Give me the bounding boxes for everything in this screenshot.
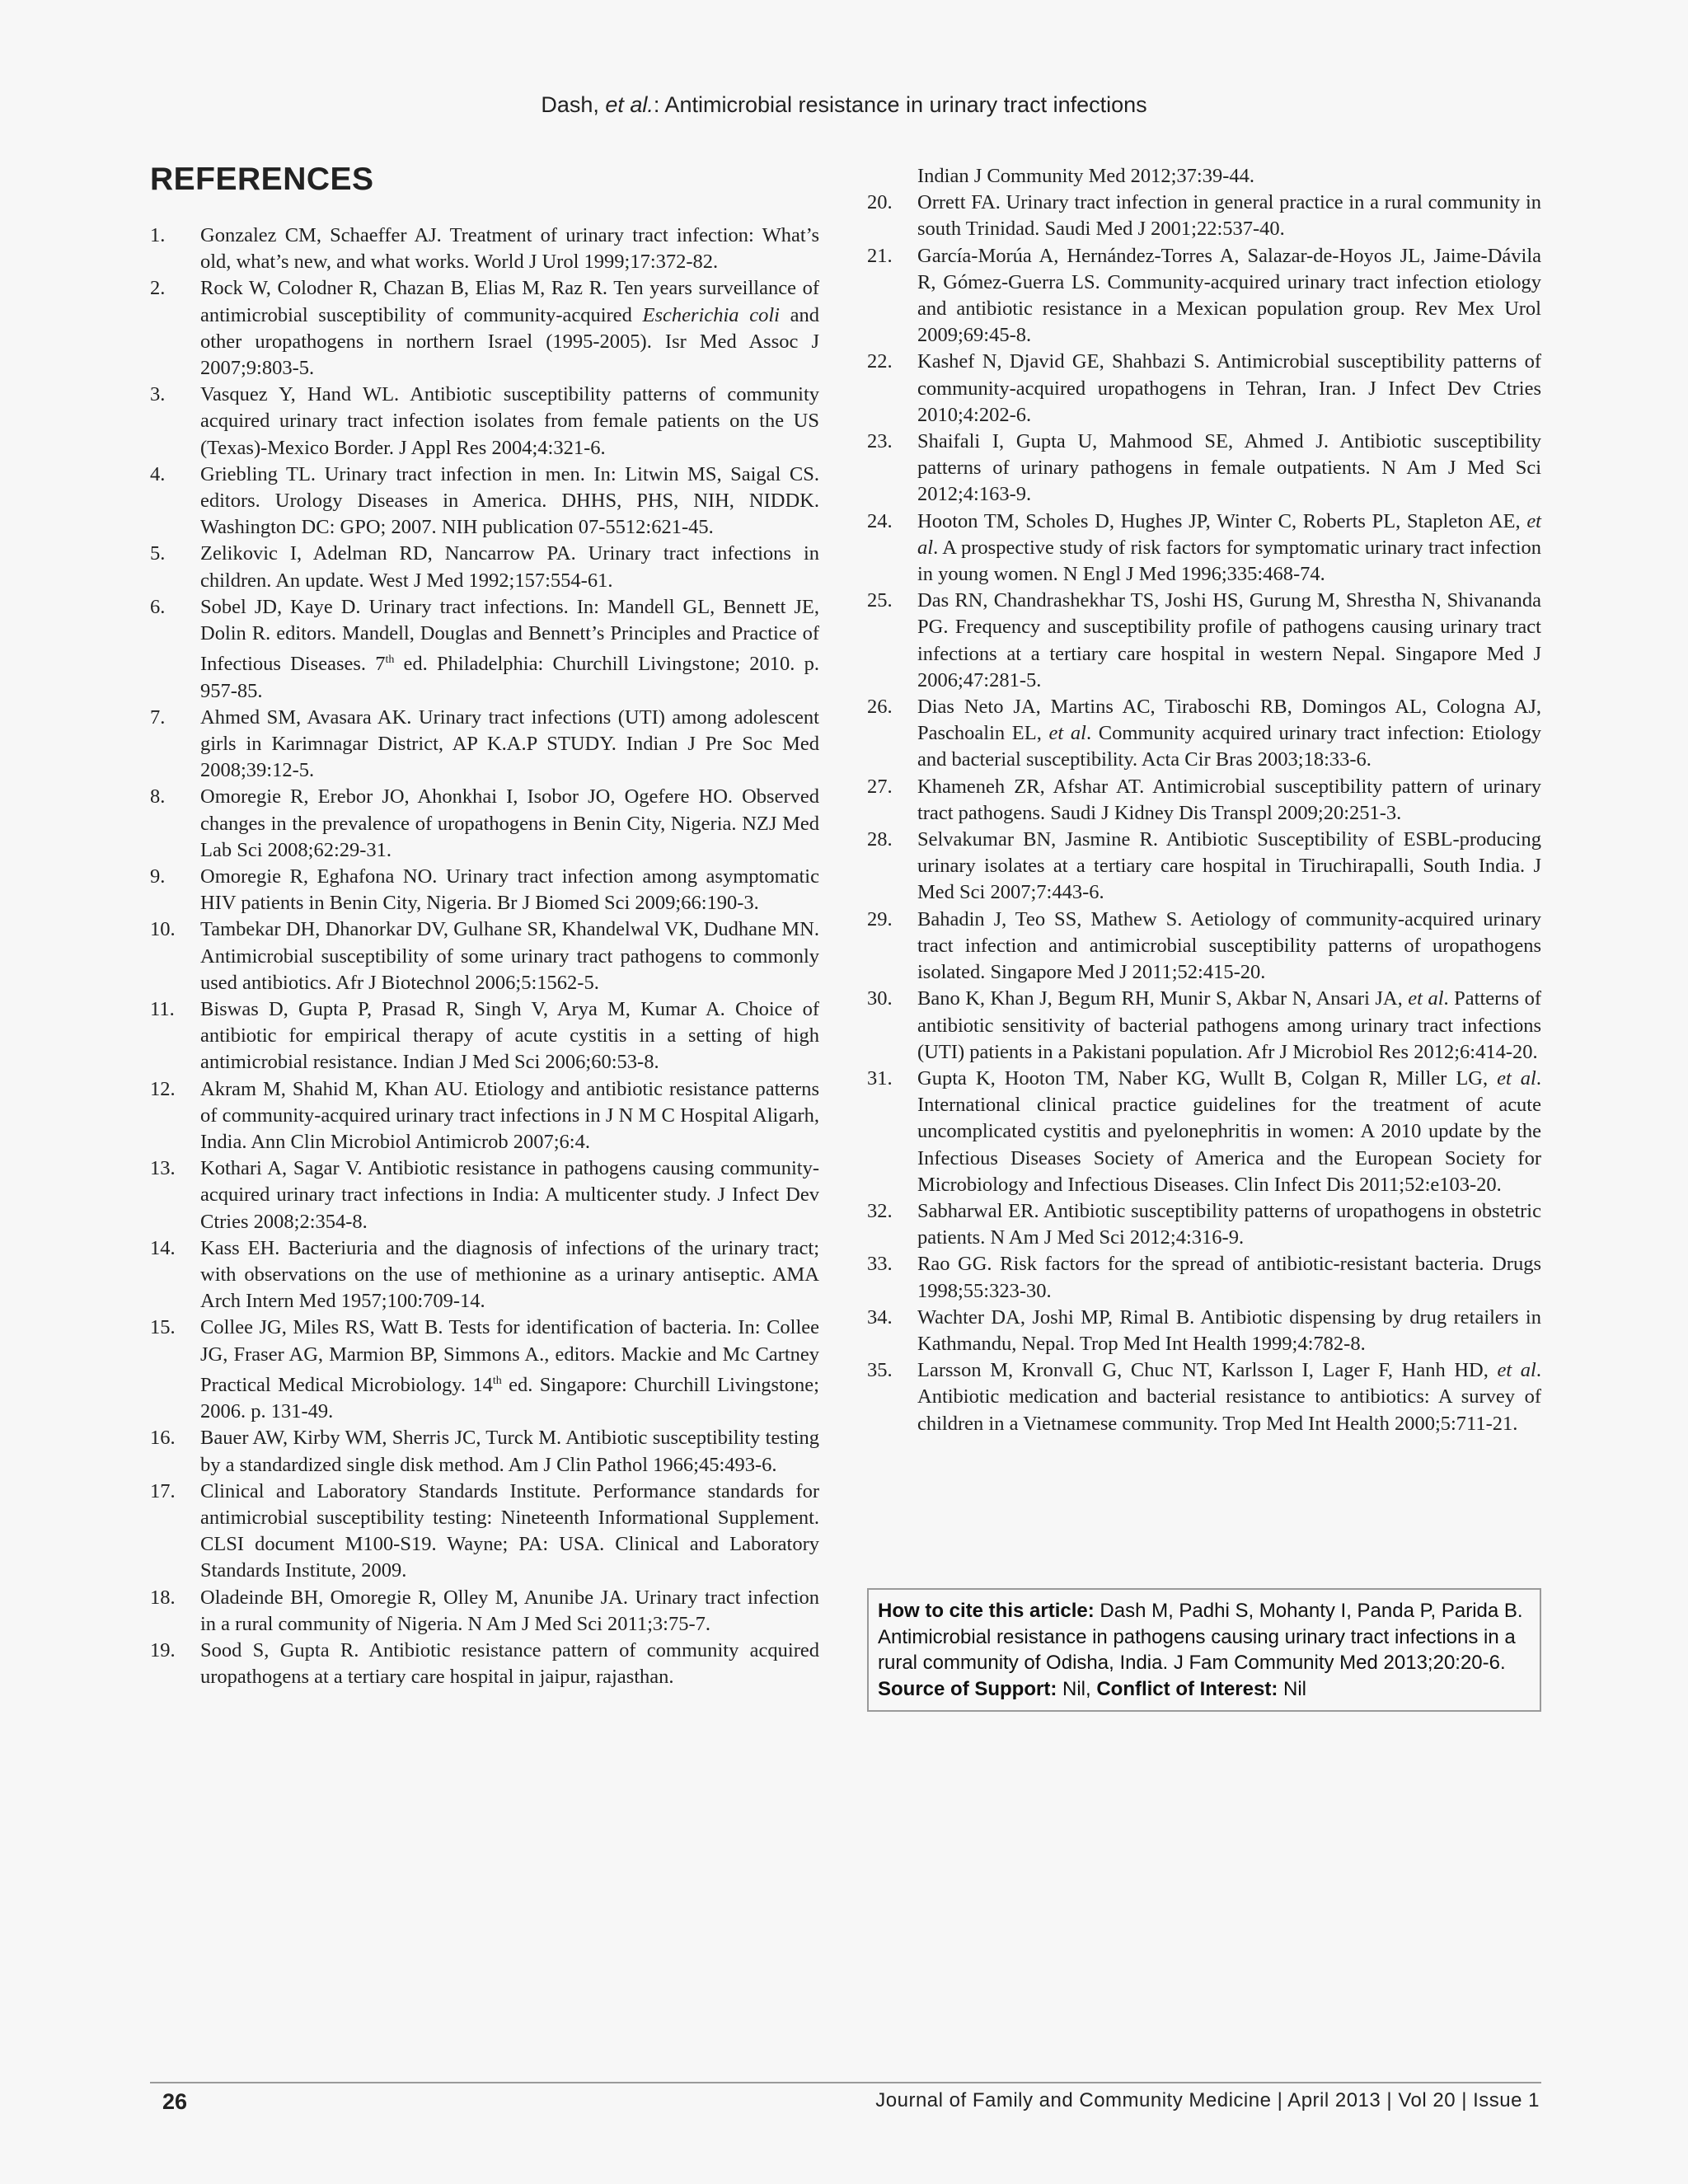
- reference-text: Tambekar DH, Dhanorkar DV, Gulhane SR, Khandelwal VK, Dudhane MN. Antimicrobial susceptibility of some urinary tract pathogens to commonly used antibiotics. Afr J Biotechnol 2006;5:1562-5.: [200, 918, 819, 994]
- reference-text: Rao GG. Risk factors for the spread of antibiotic-resistant bacteria. Drugs 1998;55:323-30.: [917, 1253, 1541, 1302]
- reference-number: 34.: [867, 1305, 893, 1329]
- reference-number: 22.: [867, 350, 893, 373]
- reference-item: [867, 190, 1541, 242]
- reference-item: [867, 1066, 1541, 1198]
- reference-text: Bahadin J, Teo SS, Mathew S. Aetiology of community-acquired urinary tract infection and antimicrobial susceptibility patterns of uropathogens isolated. Singapore Med J 2011;52:415-20.: [917, 907, 1541, 984]
- reference-text: Kothari A, Sagar V. Antibiotic resistance in pathogens causing community-acquired urinary tract infections in India: A multicenter study. J Infect Dev Ctries 2008;2:354-8.: [200, 1157, 819, 1233]
- reference-text: Ahmed SM, Avasara AK. Urinary tract infections (UTI) among adolescent girls in Karimnagar District, AP K.A.P STUDY. Indian J Pre Soc Med 2008;39:12-5.: [200, 705, 819, 782]
- reference-italic-text: et al: [1408, 987, 1444, 1010]
- reference-number: 4.: [150, 462, 166, 485]
- reference-text-part: Rock W, Colodner R, Chazan B, Elias M, Raz R. Ten years surveillance of antimicrobial susceptibility of community-acquired: [200, 277, 819, 326]
- reference-item: [150, 996, 819, 1076]
- reference-number: 1.: [150, 224, 166, 246]
- how-to-cite-box: [867, 1588, 1541, 1712]
- reference-item: [867, 243, 1541, 349]
- reference-text: [917, 1357, 1541, 1437]
- reference-number: 28.: [867, 828, 893, 851]
- running-head: [0, 92, 1688, 118]
- reference-number: 32.: [867, 1199, 893, 1222]
- reference-list-right: [867, 163, 1541, 1437]
- reference-text-part: . Antibiotic medication and bacterial resistance to antibiotics: A survey of children in a Vietnamese community. Trop Med Int Health 2000;5:711-21.: [917, 1359, 1541, 1435]
- reference-number: 13.: [150, 1157, 176, 1180]
- reference-number: 7.: [150, 705, 166, 729]
- reference-item: [150, 784, 819, 864]
- reference-text: [200, 594, 819, 705]
- reference-number: 9.: [150, 865, 166, 888]
- reference-number: 16.: [150, 1427, 176, 1450]
- reference-text: Sood S, Gupta R. Antibiotic resistance pattern of community acquired uropathogens at a tertiary care hospital in jaipur, rajasthan.: [200, 1639, 819, 1689]
- reference-text: Wachter DA, Joshi MP, Rimal B. Antibiotic dispensing by drug retailers in Kathmandu, Nepal. Trop Med Int Health 1999;4:782-8.: [917, 1305, 1541, 1355]
- running-head-etal: et al.: [605, 92, 654, 117]
- reference-item: [150, 1585, 819, 1638]
- reference-number: 8.: [150, 785, 166, 808]
- reference-item: [867, 588, 1541, 694]
- reference-text-part: and other uropathogens in northern Israel (1995-2005). Isr Med Assoc J 2007;9:803-5.: [200, 303, 819, 380]
- running-head-title: : Antimicrobial resistance in urinary tract infections: [653, 92, 1147, 117]
- reference-text: Indian J Community Med 2012;37:39-44.: [917, 165, 1254, 187]
- reference-text: Griebling TL. Urinary tract infection in men. In: Litwin MS, Saigal CS. editors. Urology Diseases in America. DHHS, PHS, NIH, NIDDK. Washington DC: GPO; 2007. NIH publication 07-5512:621-45.: [200, 462, 819, 539]
- footer-divider: [150, 2082, 1541, 2083]
- reference-text: Sabharwal ER. Antibiotic susceptibility patterns of uropathogens in obstetric patients. N Am J Med Sci 2012;4:316-9.: [917, 1199, 1541, 1249]
- reference-italic-text: et al: [1497, 1359, 1536, 1382]
- reference-number: 31.: [867, 1066, 893, 1090]
- reference-text: [200, 1315, 819, 1425]
- reference-item: [150, 1425, 819, 1478]
- reference-text: Clinical and Laboratory Standards Institute. Performance standards for antimicrobial susceptibility testing: Nineteenth Informational Supplement. CLSI document M100-S19. Wayne; PA: USA. Clinical and Laboratory Standards Institute, 2009.: [200, 1479, 819, 1582]
- conflict-value: Nil: [1278, 1677, 1306, 1700]
- reference-text-part: Dias Neto JA, Martins AC, Tiraboschi RB, Domingos AL, Cologna AJ, Paschoalin EL,: [917, 696, 1541, 745]
- reference-item: [867, 509, 1541, 588]
- reference-text-part: ed. Singapore: Churchill Livingstone; 2006. p. 131-49.: [200, 1374, 819, 1423]
- support-label: Source of Support:: [878, 1677, 1057, 1700]
- reference-italic-text: Escherichia coli: [642, 303, 780, 326]
- reference-text-part: . A prospective study of risk factors for symptomatic urinary tract infection in young women. N Engl J Med 1996;335:468-74.: [917, 536, 1541, 586]
- reference-number: 3.: [150, 383, 166, 406]
- reference-text: Kashef N, Djavid GE, Shahbazi S. Antimicrobial susceptibility patterns of community-acquired uropathogens in Tehran, Iran. J Infect Dev Ctries 2010;4:202-6.: [917, 350, 1541, 426]
- reference-text: Akram M, Shahid M, Khan AU. Etiology and antibiotic resistance patterns of community-acquired urinary tract infections in J N M C Hospital Aligarh, India. Ann Clin Microbiol Antimicrob 2007;6:4.: [200, 1077, 819, 1154]
- reference-number: 29.: [867, 907, 893, 930]
- reference-number: 23.: [867, 430, 893, 453]
- reference-number: [867, 163, 917, 190]
- reference-number: 19.: [150, 1639, 176, 1662]
- reference-item: [150, 223, 819, 275]
- reference-item: [150, 541, 819, 593]
- reference-number: 26.: [867, 696, 893, 719]
- reference-item: [150, 1235, 819, 1315]
- reference-number: 5.: [150, 542, 166, 565]
- reference-text-part: Larsson M, Kronvall G, Chuc NT, Karlsson I, Lager F, Hanh HD,: [917, 1359, 1498, 1382]
- reference-item: [867, 774, 1541, 827]
- conflict-label: Conflict of Interest:: [1096, 1677, 1278, 1700]
- reference-text: Omoregie R, Erebor JO, Ahonkhai I, Isobor JO, Ogefere HO. Observed changes in the prevalence of uropathogens in Benin City, Nigeria. NZJ Med Lab Sci 2008;62:29-31.: [200, 785, 819, 861]
- reference-text: Omoregie R, Eghafona NO. Urinary tract infection among asymptomatic HIV patients in Benin City, Nigeria. Br J Biomed Sci 2009;66:190-3.: [200, 865, 819, 915]
- reference-number: 27.: [867, 775, 893, 798]
- reference-item: [867, 694, 1541, 774]
- reference-superscript: th: [385, 654, 395, 667]
- reference-text: Kass EH. Bacteriuria and the diagnosis of infections of the urinary tract; with observations on the use of methionine as a urinary antiseptic. AMA Arch Intern Med 1957;100:709-14.: [200, 1236, 819, 1313]
- reference-text: Orrett FA. Urinary tract infection in general practice in a rural community in south Trinidad. Saudi Med J 2001;22:537-40.: [917, 191, 1541, 241]
- reference-text: Gonzalez CM, Schaeffer AJ. Treatment of urinary tract infection: What’s old, what’s new, and what works. World J Urol 1999;17:372-82.: [200, 224, 819, 274]
- reference-list-left: [150, 223, 819, 1690]
- reference-text-part: . Community acquired urinary tract infection: Etiology and bacterial susceptibility. Acta Cir Bras 2003;18:33-6.: [917, 722, 1541, 771]
- reference-text: [917, 694, 1541, 774]
- reference-superscript: th: [492, 1374, 502, 1387]
- running-head-author: Dash,: [541, 92, 606, 117]
- reference-item: [867, 1251, 1541, 1304]
- reference-item: [867, 429, 1541, 509]
- reference-text: [917, 1066, 1541, 1198]
- reference-item: [150, 916, 819, 996]
- reference-item: [150, 1638, 819, 1690]
- reference-item: [867, 907, 1541, 987]
- reference-number: 12.: [150, 1077, 176, 1100]
- reference-item: [150, 705, 819, 785]
- reference-text: Das RN, Chandrashekhar TS, Joshi HS, Gurung M, Shrestha N, Shivananda PG. Frequency and susceptibility profile of pathogens causing urinary tract infections at a tertiary care hospital in western Nepal. Singapore Med J 2006;47:281-5.: [917, 589, 1541, 691]
- reference-item: [150, 1315, 819, 1425]
- reference-item: [867, 1357, 1541, 1437]
- reference-item: [867, 163, 1541, 190]
- reference-number: 17.: [150, 1479, 176, 1502]
- reference-text: Oladeinde BH, Omoregie R, Olley M, Anunibe JA. Urinary tract infection in a rural community of Nigeria. N Am J Med Sci 2011;3:75-7.: [200, 1586, 819, 1635]
- reference-text: Selvakumar BN, Jasmine R. Antibiotic Susceptibility of ESBL-producing urinary isolates at a tertiary care hospital in Tiruchirapalli, South India. J Med Sci 2007;7:443-6.: [917, 828, 1541, 904]
- reference-text: Vasquez Y, Hand WL. Antibiotic susceptibility patterns of community acquired urinary tract infection isolates from female patients on the US (Texas)-Mexico Border. J Appl Res 2004;4:321-6.: [200, 383, 819, 459]
- reference-item: [150, 382, 819, 462]
- reference-text: [917, 509, 1541, 588]
- reference-text: García-Morúa A, Hernández-Torres A, Salazar-de-Hoyos JL, Jaime-Dávila R, Gómez-Guerra LS. Community-acquired urinary tract infection etiology and antibiotic resistance in a Mexican population group. Rev Mex Urol 2009;69:45-8.: [917, 244, 1541, 347]
- references-right-column: [867, 163, 1541, 1437]
- references-left-column: [150, 160, 819, 1690]
- cite-text: Dash M, Padhi S, Mohanty I, Panda P, Parida B. Antimicrobial resistance in pathogens causing urinary tract infections in a rural community of Odisha, India. J Fam Community Med 2013;20:20-6.: [878, 1600, 1523, 1674]
- reference-item: [867, 1305, 1541, 1357]
- reference-number: 20.: [867, 191, 893, 214]
- reference-item: [150, 462, 819, 541]
- reference-number: 24.: [867, 509, 893, 532]
- reference-italic-text: et al: [1048, 722, 1086, 745]
- journal-info: Journal of Family and Community Medicine | April 2013 | Vol 20 | Issue 1: [875, 2089, 1540, 2111]
- page-number: 26: [162, 2089, 188, 2114]
- reference-item: [150, 275, 819, 382]
- reference-text-part: Gupta K, Hooton TM, Naber KG, Wullt B, Colgan R, Miller LG,: [917, 1066, 1498, 1090]
- reference-text-part: Bano K, Khan J, Begum RH, Munir S, Akbar N, Ansari JA,: [917, 987, 1409, 1010]
- reference-text: Biswas D, Gupta P, Prasad R, Singh V, Arya M, Kumar A. Choice of antibiotic for empirical therapy of acute cystitis in a setting of high antimicrobial resistance. Indian J Med Sci 2006;60:53-8.: [200, 998, 819, 1074]
- reference-item: [150, 1155, 819, 1235]
- reference-number: 18.: [150, 1586, 176, 1609]
- reference-text: Bauer AW, Kirby WM, Sherris JC, Turck M. Antibiotic susceptibility testing by a standardized single disk method. Am J Clin Pathol 1966;45:493-6.: [200, 1427, 819, 1476]
- reference-item: [150, 1076, 819, 1156]
- reference-text-part: ed. Philadelphia: Churchill Livingstone; 2010. p. 957-85.: [200, 653, 819, 702]
- reference-text: [200, 275, 819, 382]
- reference-number: 10.: [150, 918, 176, 941]
- reference-number: 35.: [867, 1359, 893, 1382]
- reference-number: 11.: [150, 998, 175, 1021]
- reference-text: Zelikovic I, Adelman RD, Nancarrow PA. Urinary tract infections in children. An update. West J Med 1992;157:554-61.: [200, 542, 819, 592]
- reference-item: [867, 827, 1541, 907]
- cite-label: How to cite this article:: [878, 1600, 1095, 1622]
- reference-item: [867, 1198, 1541, 1251]
- reference-text-part: Sobel JD, Kaye D. Urinary tract infections. In: Mandell GL, Bennett JE, Dolin R. editors. Mandell, Douglas and Bennett’s Principles and Practice of Infectious Diseases. 7: [200, 595, 819, 676]
- reference-text: Khameneh ZR, Afshar AT. Antimicrobial susceptibility pattern of urinary tract pathogens. Saudi J Kidney Dis Transpl 2009;20:251-3.: [917, 775, 1541, 824]
- reference-item: [150, 1479, 819, 1585]
- reference-number: 2.: [150, 277, 166, 300]
- reference-text: [917, 986, 1541, 1066]
- reference-item: [867, 986, 1541, 1066]
- reference-italic-text: et al: [917, 509, 1541, 559]
- reference-item: [150, 594, 819, 705]
- reference-text-part: Collee JG, Miles RS, Watt B. Tests for identification of bacteria. In: Collee JG, Fraser AG, Marmion BP, Simmons A., editors. Mackie and Mc Cartney Practical Medical Microbiology. 14: [200, 1316, 819, 1397]
- reference-number: 15.: [150, 1316, 176, 1339]
- reference-number: 14.: [150, 1236, 176, 1259]
- reference-text: Shaifali I, Gupta U, Mahmood SE, Ahmed J. Antibiotic susceptibility patterns of urinary pathogens in female outpatients. N Am J Med Sci 2012;4:163-9.: [917, 430, 1541, 506]
- reference-number: 33.: [867, 1253, 893, 1276]
- support-value: Nil,: [1057, 1677, 1097, 1700]
- reference-number: 21.: [867, 244, 893, 267]
- reference-text-part: . International clinical practice guidelines for the treatment of acute uncomplicated cystitis and pyelonephritis in women: A 2010 update by the Infectious Diseases Society of America and the European Society for Microbiology and Infectious Diseases. Clin Infect Dis 2011;52:e103-20.: [917, 1066, 1541, 1196]
- reference-text-part: Hooton TM, Scholes D, Hughes JP, Winter C, Roberts PL, Stapleton AE,: [917, 509, 1527, 532]
- reference-number: 30.: [867, 987, 893, 1010]
- reference-number: 25.: [867, 589, 893, 612]
- reference-italic-text: et al: [1497, 1066, 1536, 1090]
- reference-text-part: . Patterns of antibiotic sensitivity of bacterial pathogens among urinary tract infections (UTI) patients in a Pakistani population. Afr J Microbiol Res 2012;6:414-20.: [917, 987, 1541, 1063]
- reference-item: [150, 864, 819, 916]
- section-title: REFERENCES: [150, 162, 374, 197]
- reference-item: [867, 349, 1541, 429]
- reference-number: 6.: [150, 595, 166, 618]
